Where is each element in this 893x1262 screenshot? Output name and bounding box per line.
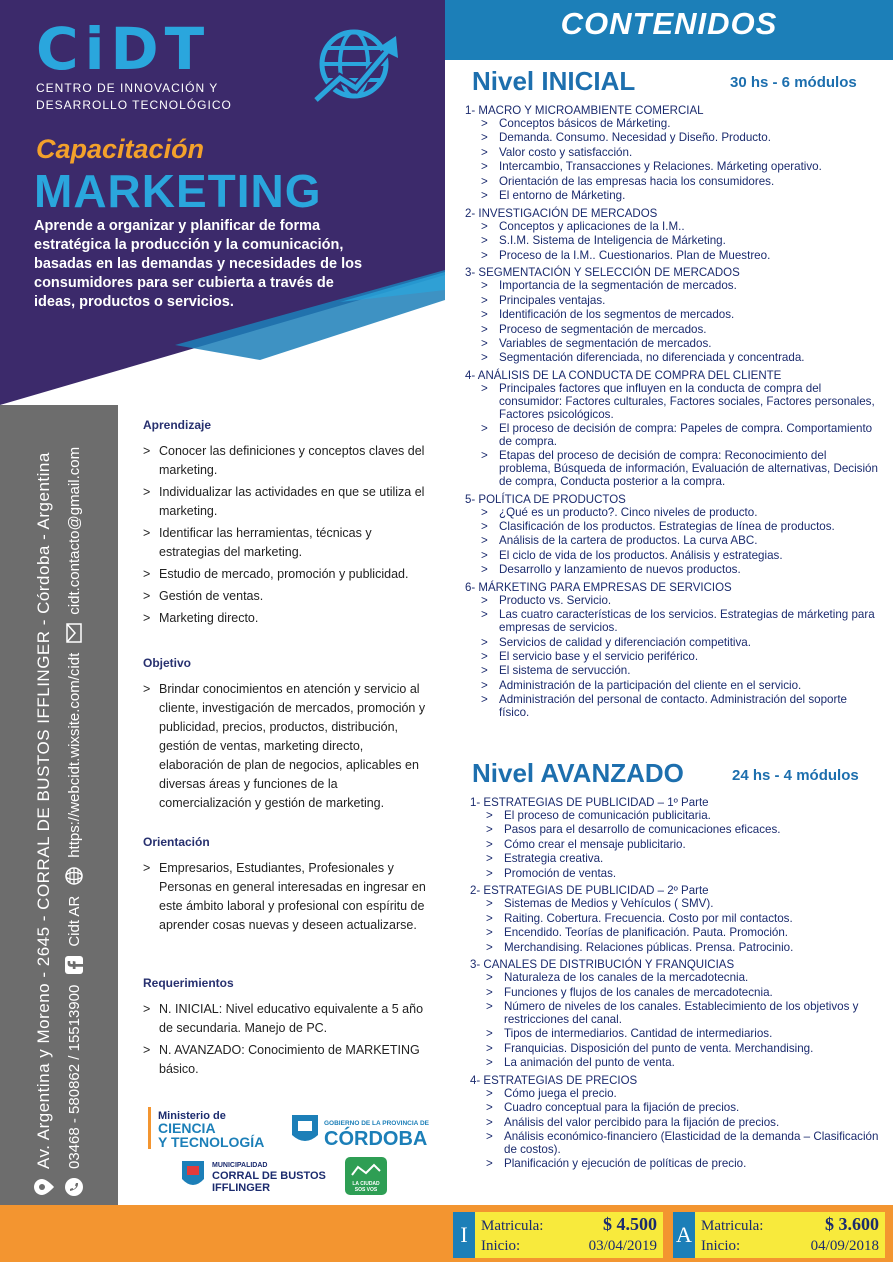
list-item: > Segmentación diferenciada, no diferenciada y concentrada. bbox=[481, 352, 880, 365]
fee-inicial-matricula-label: Matricula: bbox=[481, 1218, 544, 1234]
module-section bbox=[465, 581, 880, 720]
list-item: > Análisis del valor percibido para la fijación de precios. bbox=[486, 1117, 885, 1130]
list-item: > Pasos para el desarrollo de comunicaciones eficaces. bbox=[486, 824, 885, 837]
list-item: > Funciones y flujos de los canales de mercadotecnia. bbox=[486, 987, 885, 1000]
list-item: > Cuadro conceptual para la fijación de precios. bbox=[486, 1102, 885, 1115]
fee-avanzado-inicio-label: Inicio: bbox=[701, 1238, 741, 1254]
course-subtitle: Capacitación bbox=[36, 134, 205, 164]
list-item: > Demanda. Consumo. Necesidad y Diseño. Producto. bbox=[481, 132, 880, 145]
module-topics bbox=[470, 810, 885, 880]
module-topics bbox=[465, 118, 880, 203]
list-item: > Conceptos básicos de Márketing. bbox=[481, 118, 880, 131]
list-item: > El sistema de servucción. bbox=[481, 665, 880, 678]
sponsor-logos bbox=[140, 1105, 440, 1200]
nivel-avanzado-heading bbox=[472, 758, 684, 789]
requerimientos-section bbox=[143, 976, 428, 1082]
list-item: > Intercambio, Transacciones y Relaciones. Márketing operativo. bbox=[481, 161, 880, 174]
module-section bbox=[470, 1074, 885, 1171]
list-item: > El entorno de Márketing. bbox=[481, 190, 880, 203]
nivel-avanzado-name: Nivel AVANZADO bbox=[472, 758, 684, 788]
nivel-inicial-meta-wrap bbox=[730, 74, 857, 91]
list-item: > N. AVANZADO: Conocimiento de MARKETING básico. bbox=[143, 1041, 428, 1079]
contact-strip bbox=[0, 405, 118, 1205]
orientacion-section bbox=[143, 835, 428, 938]
list-item: > Individualizar las actividades en que se utiliza el marketing. bbox=[143, 483, 428, 521]
nivel-inicial-name: Nivel INICIAL bbox=[472, 66, 636, 96]
fee-avanzado-badge: A bbox=[673, 1212, 695, 1258]
logo-wordmark: CiDT bbox=[36, 15, 211, 83]
fee-inicial-inicio-label: Inicio: bbox=[481, 1238, 521, 1254]
list-item: > Desarrollo y lanzamiento de nuevos productos. bbox=[481, 564, 880, 577]
contenidos-banner bbox=[445, 0, 893, 60]
module-topics bbox=[465, 595, 880, 720]
list-item: > Importancia de la segmentación de mercados. bbox=[481, 280, 880, 293]
list-item: > Planificación y ejecución de políticas de precio. bbox=[486, 1158, 885, 1171]
location-pin-icon bbox=[34, 1177, 54, 1197]
aprendizaje-section bbox=[143, 418, 428, 631]
list-item: > El proceso de comunicación publicitaria. bbox=[486, 810, 885, 823]
left-header bbox=[0, 0, 445, 405]
ministerio-line1: Ministerio de bbox=[158, 1110, 226, 1122]
module-topics bbox=[470, 898, 885, 954]
module-heading: 1- MACRO Y MICROAMBIENTE COMERCIAL bbox=[465, 105, 704, 117]
list-item: > Cómo crear el mensaje publicitario. bbox=[486, 839, 885, 852]
module-section bbox=[470, 958, 885, 1070]
module-section bbox=[470, 796, 885, 880]
orientacion-list bbox=[143, 859, 428, 935]
list-item: > Estrategia creativa. bbox=[486, 853, 885, 866]
ciudad-line1: LA CIUDAD bbox=[352, 1181, 380, 1187]
list-item: > Clasificación de los productos. Estrategias de línea de productos. bbox=[481, 521, 880, 534]
list-item: > Número de niveles de los canales. Establecimiento de los objetivos y restricciones del canal. bbox=[486, 1001, 885, 1027]
nivel-inicial-content bbox=[465, 104, 880, 724]
list-item: > El servicio base y el servicio periférico. bbox=[481, 651, 880, 664]
module-heading: 6- MÁRKETING PARA EMPRESAS DE SERVICIOS bbox=[465, 582, 732, 594]
facebook-icon bbox=[64, 955, 84, 975]
list-item: > N. INICIAL: Nivel educativo equivalente a 5 año de secundaria. Manejo de PC. bbox=[143, 1000, 428, 1038]
list-item: > Naturaleza de los canales de la mercadotecnia. bbox=[486, 972, 885, 985]
list-item: > Promoción de ventas. bbox=[486, 868, 885, 881]
list-item: > Proceso de la I.M.. Cuestionarios. Plan de Muestreo. bbox=[481, 250, 880, 263]
nivel-avanzado-content bbox=[470, 796, 885, 1175]
fee-avanzado bbox=[673, 1212, 885, 1258]
list-item: > Empresarios, Estudiantes, Profesionales y Personas en general interesadas en ingresar en este ámbito laboral y profesional con espíritu de aprender cosas nuevas y deseen actualizarse. bbox=[143, 859, 428, 935]
list-item: > Variables de segmentación de mercados. bbox=[481, 338, 880, 351]
module-heading: 4- ANÁLISIS DE LA CONDUCTA DE COMPRA DEL CLIENTE bbox=[465, 370, 782, 383]
module-topics bbox=[470, 1088, 885, 1171]
list-item: > Valor costo y satisfacción. bbox=[481, 147, 880, 160]
fee-avanzado-matricula-label: Matricula: bbox=[701, 1218, 764, 1234]
list-item: > Administración de la participación del cliente en el servicio. bbox=[481, 680, 880, 693]
globe-arrow-icon bbox=[312, 22, 402, 107]
module-topics bbox=[465, 221, 880, 263]
list-item: > Análisis de la cartera de productos. La curva ABC. bbox=[481, 535, 880, 548]
contact-website[interactable]: https://webcidt.wixsite.com/cidt bbox=[65, 652, 83, 858]
ministerio-logo bbox=[148, 1107, 264, 1150]
list-item: > Identificación de los segmentos de mercados. bbox=[481, 309, 880, 322]
contact-facebook[interactable]: Cidt AR bbox=[65, 895, 83, 947]
module-heading: 5- POLÍTICA DE PRODUCTOS bbox=[465, 493, 626, 506]
web-globe-icon bbox=[64, 866, 84, 886]
municipalidad-logo bbox=[182, 1161, 326, 1194]
objetivo-section bbox=[143, 656, 428, 816]
aprendizaje-list bbox=[143, 442, 428, 628]
list-item: > Las cuatro características de los servicios. Estrategias de márketing para empresas de servicios. bbox=[481, 609, 880, 635]
cidt-logo bbox=[36, 15, 232, 112]
ciudad-line2: SOS VOS bbox=[354, 1187, 378, 1193]
module-heading: 4- ESTRATEGIAS DE PRECIOS bbox=[470, 1074, 638, 1087]
fee-inicial-date: 03/04/2019 bbox=[588, 1238, 657, 1254]
list-item: > Conceptos y aplicaciones de la I.M.. bbox=[481, 221, 880, 234]
list-item: > Etapas del proceso de decisión de compra: Reconocimiento del problema, Búsqueda de información, Evaluación de alternativas, Decisión de compra, Conducta posterior a la compra. bbox=[481, 450, 880, 488]
module-heading: 2- ESTRATEGIAS DE PUBLICIDAD – 2º Parte bbox=[470, 885, 709, 898]
list-item: > Principales factores que influyen en la conducta de compra del consumidor: Factores culturales, Factores sociales, Factores personales, Factores psicológicos. bbox=[481, 383, 880, 421]
list-item: > Proceso de segmentación de mercados. bbox=[481, 324, 880, 337]
logo-subtitle-2: DESARROLLO TECNOLÓGICO bbox=[36, 98, 232, 112]
fee-inicial-badge: I bbox=[453, 1212, 475, 1258]
list-item: > Sistemas de Medios y Vehículos ( SMV). bbox=[486, 898, 885, 911]
module-heading: 2- INVESTIGACIÓN DE MERCADOS bbox=[465, 207, 658, 220]
email-icon bbox=[64, 623, 84, 643]
phone-icon bbox=[64, 1177, 84, 1197]
module-heading: 3- CANALES DE DISTRIBUCIÓN Y FRANQUICIAS bbox=[470, 959, 735, 972]
list-item: > Estudio de mercado, promoción y publicidad. bbox=[143, 565, 428, 584]
fee-avanzado-price: $ 3.600 bbox=[825, 1214, 879, 1234]
municipalidad-line2: CORRAL DE BUSTOS bbox=[212, 1170, 326, 1182]
list-item: > Identificar las herramientas, técnicas y estrategias del marketing. bbox=[143, 524, 428, 562]
list-item: > Servicios de calidad y diferenciación competitiva. bbox=[481, 637, 880, 650]
list-item: > Encendido. Teorías de planificación. Pauta. Promoción. bbox=[486, 927, 885, 940]
list-item: > Marketing directo. bbox=[143, 609, 428, 628]
nivel-avanzado-meta: 24 hs - 4 módulos bbox=[732, 767, 859, 784]
objetivo-heading: Objetivo bbox=[143, 656, 192, 670]
list-item: > Gestión de ventas. bbox=[143, 587, 428, 606]
module-section bbox=[465, 207, 880, 263]
gobierno-line1: GOBIERNO DE LA PROVINCIA DE bbox=[324, 1120, 429, 1127]
contact-address: Av. Argentina y Moreno - 2645 - CORRAL DE BUSTOS IFFLINGER - Córdoba - Argentina bbox=[34, 452, 53, 1169]
list-item: > Orientación de las empresas hacia los consumidores. bbox=[481, 176, 880, 189]
module-section bbox=[465, 266, 880, 365]
module-topics bbox=[470, 972, 885, 1070]
list-item: > El proceso de decisión de compra: Papeles de compra. Comportamiento de compra. bbox=[481, 423, 880, 449]
municipalidad-line3: IFFLINGER bbox=[212, 1182, 271, 1194]
list-item: > Brindar conocimientos en atención y servicio al cliente, investigación de mercados, promoción y publicidad, precios, productos, distribución, gestión de ventas, marketing directo, elaboración de plan de negocios, aplicables en diversas áreas y funciones de la comercialización y gestión de marketing. bbox=[143, 680, 428, 813]
list-item: > Tipos de intermediarios. Cantidad de intermediarios. bbox=[486, 1028, 885, 1041]
module-section bbox=[465, 104, 880, 203]
list-item: > S.I.M. Sistema de Inteligencia de Márketing. bbox=[481, 235, 880, 248]
aprendizaje-heading: Aprendizaje bbox=[143, 418, 212, 432]
list-item: > Franquicias. Disposición del punto de venta. Merchandising. bbox=[486, 1043, 885, 1056]
list-item: > El ciclo de vida de los productos. Análisis y estrategias. bbox=[481, 550, 880, 563]
list-item: > Producto vs. Servicio. bbox=[481, 595, 880, 608]
fee-inicial bbox=[453, 1212, 663, 1258]
logo-subtitle-1: CENTRO DE INNOVACIÓN Y bbox=[36, 81, 219, 95]
module-section bbox=[465, 493, 880, 577]
list-item: > Raiting. Cobertura. Frecuencia. Costo por mil contactos. bbox=[486, 913, 885, 926]
gobierno-line2: CÓRDOBA bbox=[324, 1128, 428, 1150]
gobierno-cordoba-logo bbox=[292, 1115, 430, 1150]
nivel-inicial-heading bbox=[472, 66, 635, 97]
module-heading: 3- SEGMENTACIÓN Y SELECCIÓN DE MERCADOS bbox=[465, 267, 740, 280]
list-item: > Principales ventajas. bbox=[481, 295, 880, 308]
list-item: > La animación del punto de venta. bbox=[486, 1057, 885, 1070]
fee-avanzado-date: 04/09/2018 bbox=[810, 1238, 879, 1254]
orientacion-heading: Orientación bbox=[143, 835, 210, 849]
objetivo-list bbox=[143, 680, 428, 813]
list-item: > Análisis económico-financiero (Elasticidad de la demanda – Clasificación de costos). bbox=[486, 1131, 885, 1157]
nivel-inicial-meta: 30 hs - 6 módulos bbox=[730, 74, 857, 91]
module-topics bbox=[465, 280, 880, 365]
contact-phone[interactable]: 03468 - 580862 / 15513900 bbox=[65, 984, 83, 1169]
course-description: Aprende a organizar y planificar de forma estratégica la producción y la comunicación, basadas en las demandas y necesidades de los consumidores para ser cubierta a través de ideas, productos o servicios. bbox=[34, 218, 363, 310]
module-section bbox=[465, 369, 880, 489]
module-topics bbox=[465, 507, 880, 577]
list-item: > Merchandising. Relaciones públicas. Prensa. Patrocinio. bbox=[486, 942, 885, 955]
module-section bbox=[470, 884, 885, 954]
contenidos-title: CONTENIDOS bbox=[560, 6, 778, 41]
list-item: > Conocer las definiciones y conceptos claves del marketing. bbox=[143, 442, 428, 480]
module-heading: 1- ESTRATEGIAS DE PUBLICIDAD – 1º Parte bbox=[470, 797, 709, 809]
municipalidad-line1: MUNICIPALIDAD bbox=[212, 1162, 268, 1169]
requerimientos-heading: Requerimientos bbox=[143, 976, 234, 990]
module-topics bbox=[465, 383, 880, 489]
la-ciudad-sos-vos-logo bbox=[345, 1157, 387, 1195]
ministerio-line3: Y TECNOLOGÍA bbox=[158, 1134, 265, 1150]
nivel-avanzado-meta-wrap bbox=[732, 767, 859, 784]
list-item: > Cómo juega el precio. bbox=[486, 1088, 885, 1101]
contact-email[interactable]: cidt.contacto@gmail.com bbox=[65, 446, 83, 615]
ministerio-line2: CIENCIA bbox=[158, 1120, 216, 1136]
course-title: MARKETING bbox=[34, 165, 322, 217]
list-item: > Administración del personal de contacto. Administración del soporte físico. bbox=[481, 694, 880, 720]
requerimientos-list bbox=[143, 1000, 428, 1079]
list-item: > ¿Qué es un producto?. Cinco niveles de producto. bbox=[481, 507, 880, 520]
fee-inicial-price: $ 4.500 bbox=[603, 1214, 657, 1234]
